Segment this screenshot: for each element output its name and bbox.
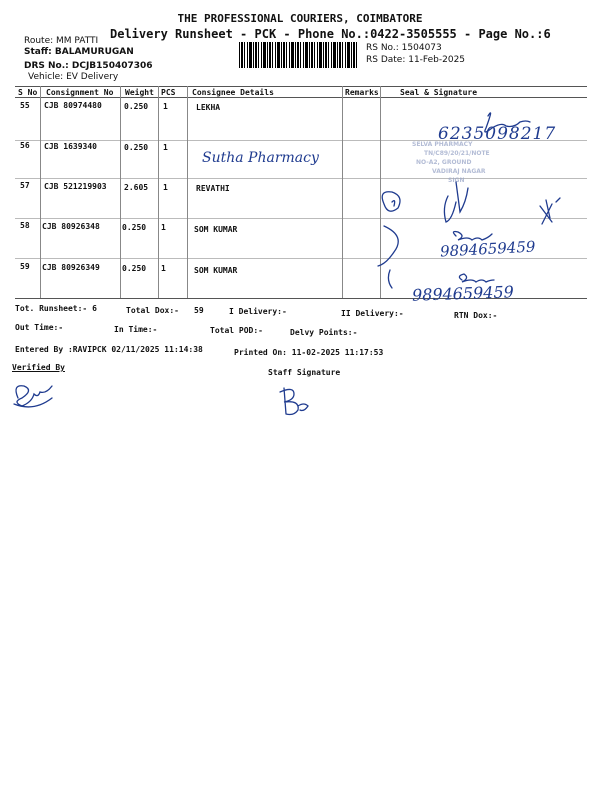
row-sno: 57 [20, 181, 30, 190]
row-weight: 0.250 [124, 102, 149, 111]
vehicle-label: Vehicle: EV Delivery [28, 72, 119, 82]
row-pcs: 1 [163, 102, 168, 111]
row-consignment: CJB 80974480 [44, 101, 102, 110]
route-label: Route: MM PATTI [24, 36, 99, 46]
row-sno: 56 [20, 141, 30, 150]
signature-row58 [453, 232, 492, 241]
row-consignment: CJB 80926349 [42, 263, 100, 272]
row-sno: 58 [20, 221, 30, 230]
row-sno: 55 [20, 101, 30, 110]
stamp-line: SIGN [448, 177, 465, 184]
rs-number: RS No.: 1504073 [366, 43, 442, 53]
row-consignment: CJB 521219903 [44, 182, 107, 191]
staff-label: Staff: BALAMURUGAN [24, 47, 134, 57]
total-runsheet: Tot. Runsheet:- 6 [15, 304, 97, 313]
runsheet-title: Delivery Runsheet - PCK - Phone No.:0422-3505555 - Page No.:6 [110, 27, 551, 41]
total-dox-value: 59 [194, 306, 204, 315]
company-title: THE PROFESSIONAL COURIERS, COIMBATORE [177, 12, 423, 25]
verified-by-signature [14, 386, 52, 407]
col-header-consignment: Consignment No [46, 88, 114, 97]
row-consignment: CJB 80926348 [42, 222, 100, 231]
signature-row57 [444, 182, 468, 222]
row-consignment: CJB 1639340 [44, 142, 97, 151]
row-consignee: LEKHA [196, 103, 221, 112]
row-weight: 0.250 [122, 223, 147, 232]
verified-by-label: Verified By [12, 363, 65, 372]
row-pcs: 1 [161, 264, 166, 273]
handwritten-phone: 9894659459 [411, 282, 515, 305]
col-header-consignee: Consignee Details [192, 88, 274, 97]
ii-delivery: II Delivery:- [341, 309, 404, 318]
in-time: In Time:- [114, 325, 158, 334]
entered-by: Entered By :RAVIPCK 02/11/2025 11:14:38 [15, 345, 203, 354]
signature-row57-circle [382, 192, 400, 211]
stamp-line: TN/C89/20/21/NOTE [424, 150, 490, 157]
col-header-sno: S No [18, 88, 38, 97]
row-pcs: 1 [163, 143, 168, 152]
col-header-seal: Seal & Signature [400, 88, 478, 97]
printed-on: Printed On: 11-02-2025 11:17:53 [234, 348, 384, 357]
stamp-line: VADIRAJ NAGAR [432, 168, 486, 175]
col-header-weight: Weight [125, 88, 154, 97]
signature-row59 [459, 274, 494, 282]
i-delivery: I Delivery:- [229, 307, 287, 316]
row-pcs: 1 [163, 183, 168, 192]
row-pcs: 1 [161, 223, 166, 232]
row-consignee: SOM KUMAR [194, 225, 238, 234]
rtn-dox: RTN Dox:- [454, 311, 498, 320]
handwritten-consignee-note: Sutha Pharmacy [202, 150, 319, 166]
row-weight: 2.605 [124, 183, 149, 192]
rs-date: RS Date: 11-Feb-2025 [366, 55, 466, 65]
staff-signature [280, 388, 308, 415]
staff-signature-label: Staff Signature [268, 368, 341, 377]
out-time: Out Time:- [15, 323, 64, 332]
stamp-line: SELVA PHARMACY [412, 141, 473, 148]
row-sno: 59 [20, 262, 30, 271]
row-consignee: SOM KUMAR [194, 266, 238, 275]
handwritten-phone: 6235098217 [438, 124, 557, 144]
row-consignee: REVATHI [196, 184, 230, 193]
row-weight: 0.250 [124, 143, 149, 152]
delvy-points: Delvy Points:- [290, 328, 358, 337]
handwritten-phone: 9894659459 [439, 237, 536, 261]
drs-label: DRS No.: DCJB150407306 [24, 61, 153, 71]
col-header-pcs: PCS [161, 88, 176, 97]
stamp-line: NO-A2, GROUND [416, 159, 472, 166]
row-weight: 0.250 [122, 264, 147, 273]
signature-row58-bracket [378, 226, 398, 288]
signature-row55 [485, 113, 530, 132]
total-dox-label: Total Dox:- [126, 306, 179, 315]
total-pod: Total POD:- [210, 326, 263, 335]
signature-row57-mark [540, 198, 560, 224]
col-header-remarks: Remarks [345, 88, 379, 97]
